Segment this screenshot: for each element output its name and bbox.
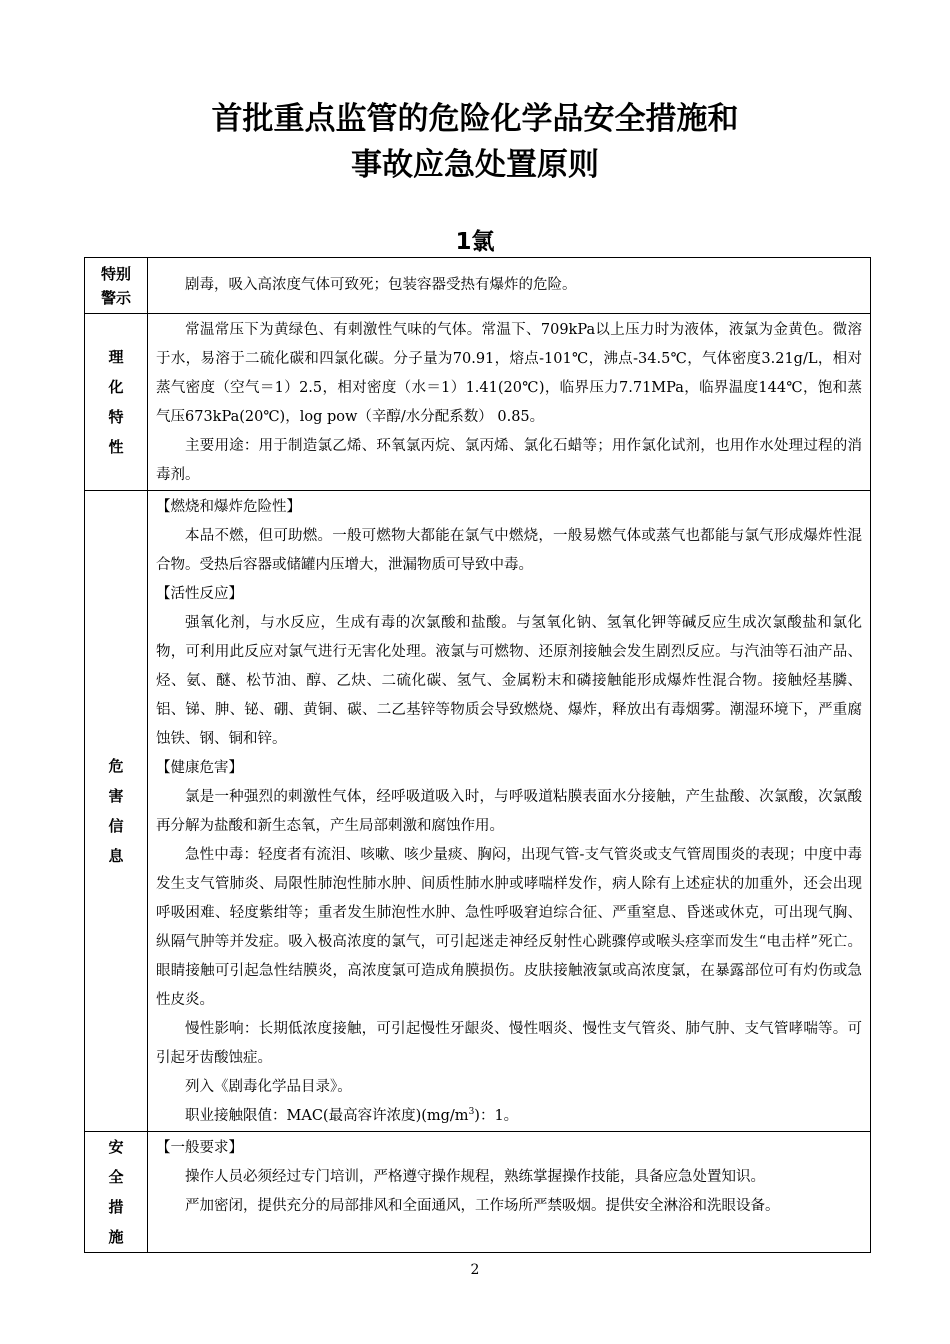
content-properties xyxy=(148,314,871,491)
content-special-warning xyxy=(148,258,871,314)
label-safety xyxy=(85,1132,148,1253)
heading-reactivity: 【活性反应】 xyxy=(156,586,243,602)
document-title-line-1: 首批重点监管的危险化学品安全措施和 xyxy=(211,101,739,137)
label-special-warning-line-1: 特别 xyxy=(100,264,131,283)
heading-general-requirements: 【一般要求】 xyxy=(156,1140,243,1156)
row-properties xyxy=(85,314,871,491)
content-safety xyxy=(148,1132,871,1253)
heading-fire-explosion: 【燃烧和爆炸危险性】 xyxy=(156,499,301,515)
label-properties xyxy=(85,314,148,491)
label-properties-char-2: 化 xyxy=(108,378,124,396)
content-hazards xyxy=(148,491,871,1132)
safety-text-2: 严加密闭，提供充分的局部排风和全面通风，工作场所严禁吸烟。提供安全淋浴和洗眼设备。 xyxy=(185,1198,780,1214)
label-hazards-char-4: 息 xyxy=(108,847,124,865)
page-number: 2 xyxy=(470,1262,480,1278)
safety-data-table xyxy=(84,257,871,1253)
exposure-limit-superscript: 3 xyxy=(468,1107,475,1118)
properties-paragraph-1: 常温常压下为黄绿色、有刺激性气味的气体。常温下、709kPa以上压力时为液体，液氯为金黄色。微溶于水，易溶于二硫化碳和四氯化碳。分子量为70.91，熔点-101℃，沸点-34.5℃，气体密度3.21g/L，相对蒸气密度（空气＝1）2.5，相对密度（水＝1）1.41(20℃)，临界压力7.71MPa，临界温度144℃，饱和蒸气压673kPa(20℃)，log pow（辛醇/水分配系数） 0.85。 xyxy=(156,322,862,425)
label-properties-char-3: 特 xyxy=(108,408,124,426)
reactivity-text: 强氧化剂，与水反应，生成有毒的次氯酸和盐酸。与氢氧化钠、氢氧化钾等碱反应生成次氯酸盐和氯化物，可利用此反应对氯气进行无害化处理。液氯与可燃物、还原剂接触会发生剧烈反应。与汽油等石油产品、烃、氨、醚、松节油、醇、乙炔、二硫化碳、氢气、金属粉末和磷接触能形成爆炸性混合物。接触烃基膦、铝、锑、胂、铋、硼、黄铜、碳、二乙基锌等物质会导致燃烧、爆炸，释放出有毒烟雾。潮湿环境下，严重腐蚀铁、钢、铜和锌。 xyxy=(156,615,862,747)
special-warning-text: 剧毒，吸入高浓度气体可致死；包装容器受热有爆炸的危险。 xyxy=(185,277,577,293)
label-safety-char-3: 措 xyxy=(108,1198,124,1216)
chemical-title: 1氯 xyxy=(455,229,495,255)
label-properties-char-1: 理 xyxy=(108,348,124,366)
health-text-1: 氯是一种强烈的刺激性气体，经呼吸道吸入时，与呼吸道粘膜表面水分接触，产生盐酸、次氯酸，次氯酸再分解为盐酸和新生态氧，产生局部刺激和腐蚀作用。 xyxy=(156,789,862,834)
toxic-list-note: 列入《剧毒化学品目录》。 xyxy=(185,1079,352,1095)
row-safety xyxy=(85,1132,871,1253)
exposure-limit-value: )：1。 xyxy=(474,1108,519,1124)
label-safety-char-2: 全 xyxy=(108,1168,124,1186)
label-hazards-char-2: 害 xyxy=(108,787,124,805)
label-special-warning xyxy=(85,258,148,314)
label-hazards-char-1: 危 xyxy=(108,757,124,775)
label-special-warning-line-2: 警示 xyxy=(100,288,131,307)
exposure-limit-text: 职业接触限值：MAC(最高容许浓度)(mg/m xyxy=(185,1108,469,1124)
safety-text-1: 操作人员必须经过专门培训，严格遵守操作规程，熟练掌握操作技能，具备应急处置知识。 xyxy=(185,1169,765,1185)
label-safety-char-4: 施 xyxy=(108,1228,124,1246)
heading-health: 【健康危害】 xyxy=(156,760,243,776)
label-safety-char-1: 安 xyxy=(108,1138,124,1156)
health-text-acute: 急性中毒：轻度者有流泪、咳嗽、咳少量痰、胸闷，出现气管-支气管炎或支气管周围炎的表现；中度中毒发生支气管肺炎、局限性肺泡性肺水肿、间质性肺水肿或哮喘样发作，病人除有上述症状的加重外，还会出现呼吸困难、轻度紫绀等；重者发生肺泡性水肿、急性呼吸窘迫综合征、严重窒息、昏迷或休克，可出现气胸、纵隔气肿等并发症。吸入极高浓度的氯气，可引起迷走神经反射性心跳骤停或喉头痉挛而发生“电击样”死亡。眼睛接触可引起急性结膜炎，高浓度氯可造成角膜损伤。皮肤接触液氯或高浓度氯，在暴露部位可有灼伤或急性皮炎。 xyxy=(156,847,862,1008)
health-text-chronic: 慢性影响：长期低浓度接触，可引起慢性牙龈炎、慢性咽炎、慢性支气管炎、肺气肿、支气管哮喘等。可引起牙齿酸蚀症。 xyxy=(156,1021,862,1066)
label-properties-char-4: 性 xyxy=(108,438,124,456)
document-title-line-2: 事故应急处置原则 xyxy=(351,147,599,183)
row-special-warning xyxy=(85,258,871,314)
label-hazards xyxy=(85,491,148,1132)
exposure-limit xyxy=(156,1102,862,1131)
row-hazards xyxy=(85,491,871,1132)
properties-paragraph-2: 主要用途：用于制造氯乙烯、环氧氯丙烷、氯丙烯、氯化石蜡等；用作氯化试剂，也用作水处理过程的消毒剂。 xyxy=(156,438,862,483)
fire-explosion-text: 本品不燃，但可助燃。一般可燃物大都能在氯气中燃烧，一般易燃气体或蒸气也都能与氯气形成爆炸性混合物。受热后容器或储罐内压增大，泄漏物质可导致中毒。 xyxy=(156,528,862,573)
label-hazards-char-3: 信 xyxy=(108,817,124,835)
